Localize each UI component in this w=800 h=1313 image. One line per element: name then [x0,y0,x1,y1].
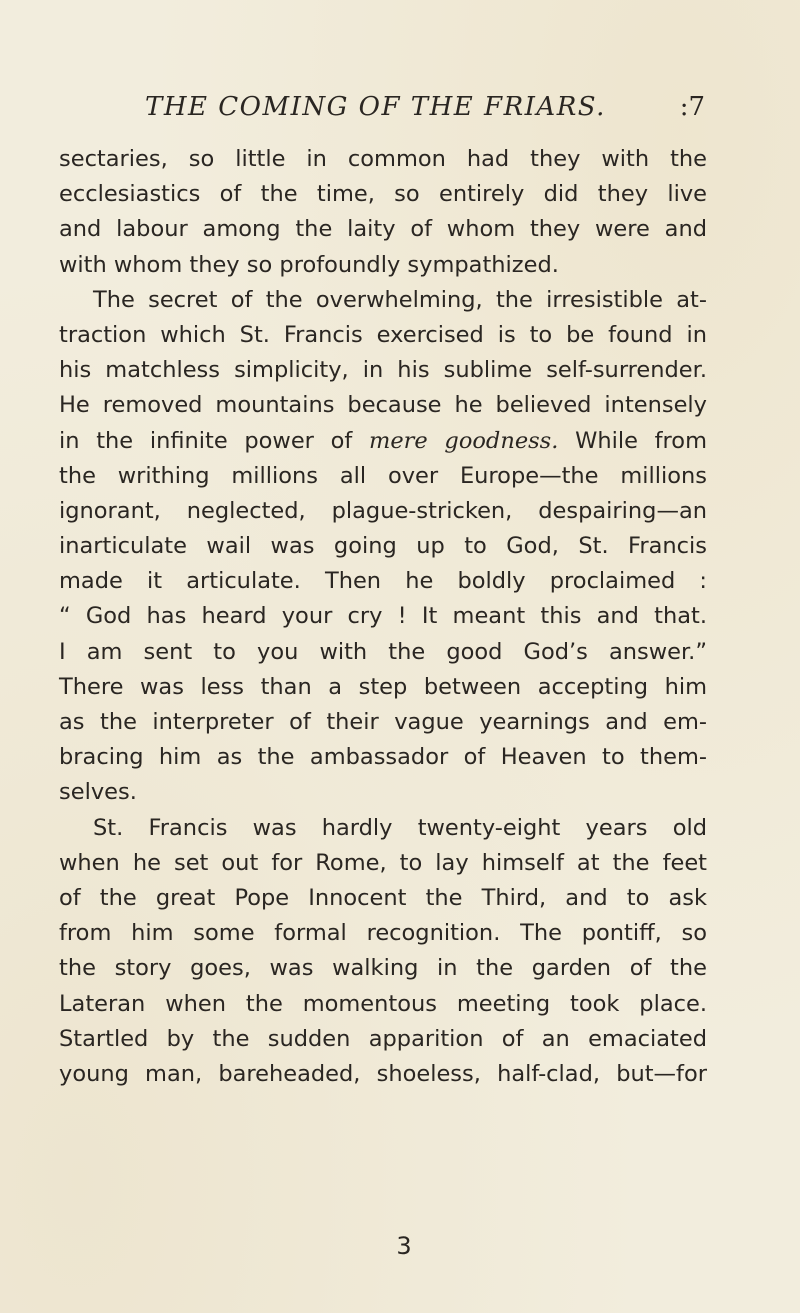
text-line: He removed mountains because he believed intensely [59,392,707,419]
text-line: sectaries, so little in common had they with the [59,146,707,172]
italic-phrase: mere goodness. [369,427,559,454]
text-line: ecclesiastics of the time, so entirely did they live [59,181,707,208]
text-line: Startled by the sudden apparition of an emaciated [59,1025,707,1052]
running-header [145,92,705,132]
text-line: the story goes, was walking in the garden of the [59,955,707,982]
text-line: There was less than a step between accepting him [59,673,707,700]
page-number: :7 [679,92,705,122]
body-text [59,142,707,1092]
text-line: made it articulate. Then he boldly proclaimed : [59,568,707,595]
text-line: inarticulate wail was going up to God, St. Francis [59,533,707,560]
text-line: from him some formal recognition. The pontiff, so [59,920,707,947]
text-line: ignorant, neglected, plague-stricken, despairing—an [59,497,707,524]
text-line: and labour among the laity of whom they were and [59,216,707,243]
running-title: THE COMING OF THE FRIARS. [145,92,606,122]
text-line: traction which St. Francis exercised is to be found in [59,321,707,348]
text-line: the writhing millions all over Europe—the millions [59,462,707,489]
page-footer [0,1232,800,1260]
text-line: “ God has heard your cry ! It meant this and that. [59,603,707,630]
line-segment: in the infinite power of [59,427,370,454]
text-line: young man, bareheaded, shoeless, half-clad, but—for [59,1060,707,1087]
text-line: St. Francis was hardly twenty-eight years old [93,814,707,841]
text-line: with whom they so profoundly sympathized. [59,251,559,278]
text-line: bracing him as the ambassador of Heaven to them- [59,744,707,771]
text-line: The secret of the overwhelming, the irresistible at- [93,286,707,313]
text-line: selves. [59,779,137,806]
line-segment: While from [558,427,707,454]
text-line: as the interpreter of their vague yearnings and em- [59,709,707,735]
text-line [59,424,707,459]
text-line: Lateran when the momentous meeting took place. [59,990,707,1017]
text-line: when he set out for Rome, to lay himself at the feet [59,849,707,876]
text-line: I am sent to you with the good God’s answer.” [59,638,707,665]
text-line: his matchless simplicity, in his sublime self-surrender. [59,357,707,384]
signature-mark: 3 [396,1232,412,1260]
text-line: of the great Pope Innocent the Third, and to ask [59,884,707,911]
